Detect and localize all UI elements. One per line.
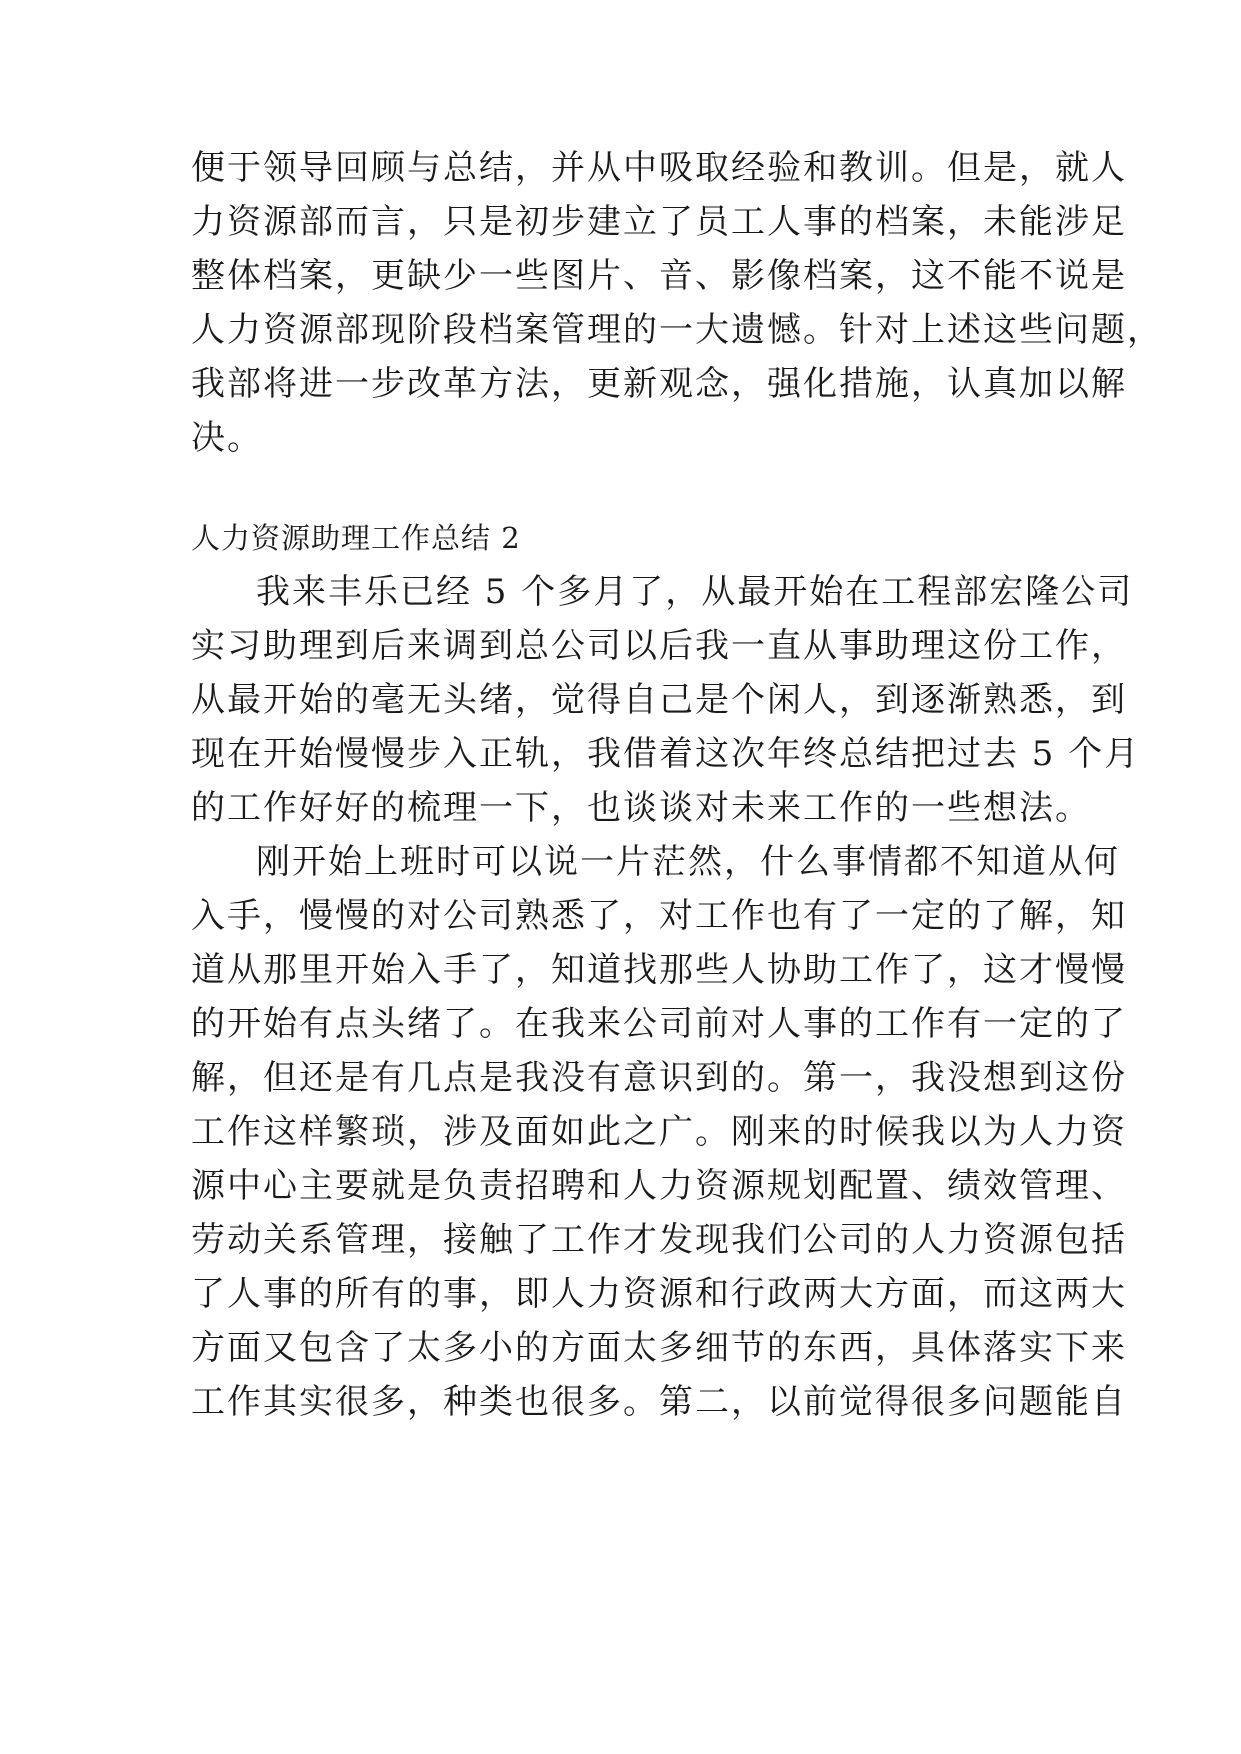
text-line: 工作这样繁琐，涉及面如此之广。刚来的时候我以为人力资	[191, 1112, 1127, 1152]
text-line: 便于领导回顾与总结，并从中吸取经验和教训。但是，就人	[191, 148, 1127, 188]
text-line: 力资源部而言，只是初步建立了员工人事的档案，未能涉足	[191, 202, 1127, 242]
text-line: 源中心主要就是负责招聘和人力资源规划配置、绩效管理、	[191, 1166, 1127, 1206]
text-line: 解，但还是有几点是我没有意识到的。第一，我没想到这份	[191, 1058, 1127, 1098]
text-line: 的开始有点头绪了。在我来公司前对人事的工作有一定的了	[191, 1004, 1127, 1044]
text-line: 整体档案，更缺少一些图片、音、影像档案，这不能不说是	[191, 256, 1127, 296]
text-line: 了人事的所有的事，即人力资源和行政两大方面，而这两大	[191, 1274, 1127, 1314]
text-line: 从最开始的毫无头绪，觉得自己是个闲人，到逐渐熟悉，到	[191, 680, 1127, 720]
text-line: 我来丰乐已经 5 个多月了，从最开始在工程部宏隆公司	[256, 572, 1134, 612]
text-line: 工作其实很多，种类也很多。第二，以前觉得很多问题能自	[191, 1382, 1127, 1422]
text-line: 决。	[191, 418, 263, 458]
text-line: 我部将进一步改革方法，更新观念，强化措施，认真加以解	[191, 364, 1127, 404]
text-line: 刚开始上班时可以说一片茫然，什么事情都不知道从何	[256, 842, 1120, 882]
text-line: 实习助理到后来调到总公司以后我一直从事助理这份工作，	[191, 626, 1127, 666]
section-title: 人力资源助理工作总结 2	[191, 521, 521, 555]
text-line: 入手，慢慢的对公司熟悉了，对工作也有了一定的了解，知	[191, 896, 1127, 936]
text-line: 人力资源部现阶段档案管理的一大遗憾。针对上述这些问题，	[191, 310, 1163, 350]
text-line: 道从那里开始入手了，知道找那些人协助工作了，这才慢慢	[191, 950, 1127, 990]
text-line: 的工作好好的梳理一下，也谈谈对未来工作的一些想法。	[191, 788, 1091, 828]
text-line: 方面又包含了太多小的方面太多细节的东西，具体落实下来	[191, 1328, 1127, 1368]
text-line: 现在开始慢慢步入正轨，我借着这次年终总结把过去 5 个月	[191, 734, 1141, 774]
text-line: 劳动关系管理，接触了工作才发现我们公司的人力资源包括	[191, 1220, 1127, 1260]
